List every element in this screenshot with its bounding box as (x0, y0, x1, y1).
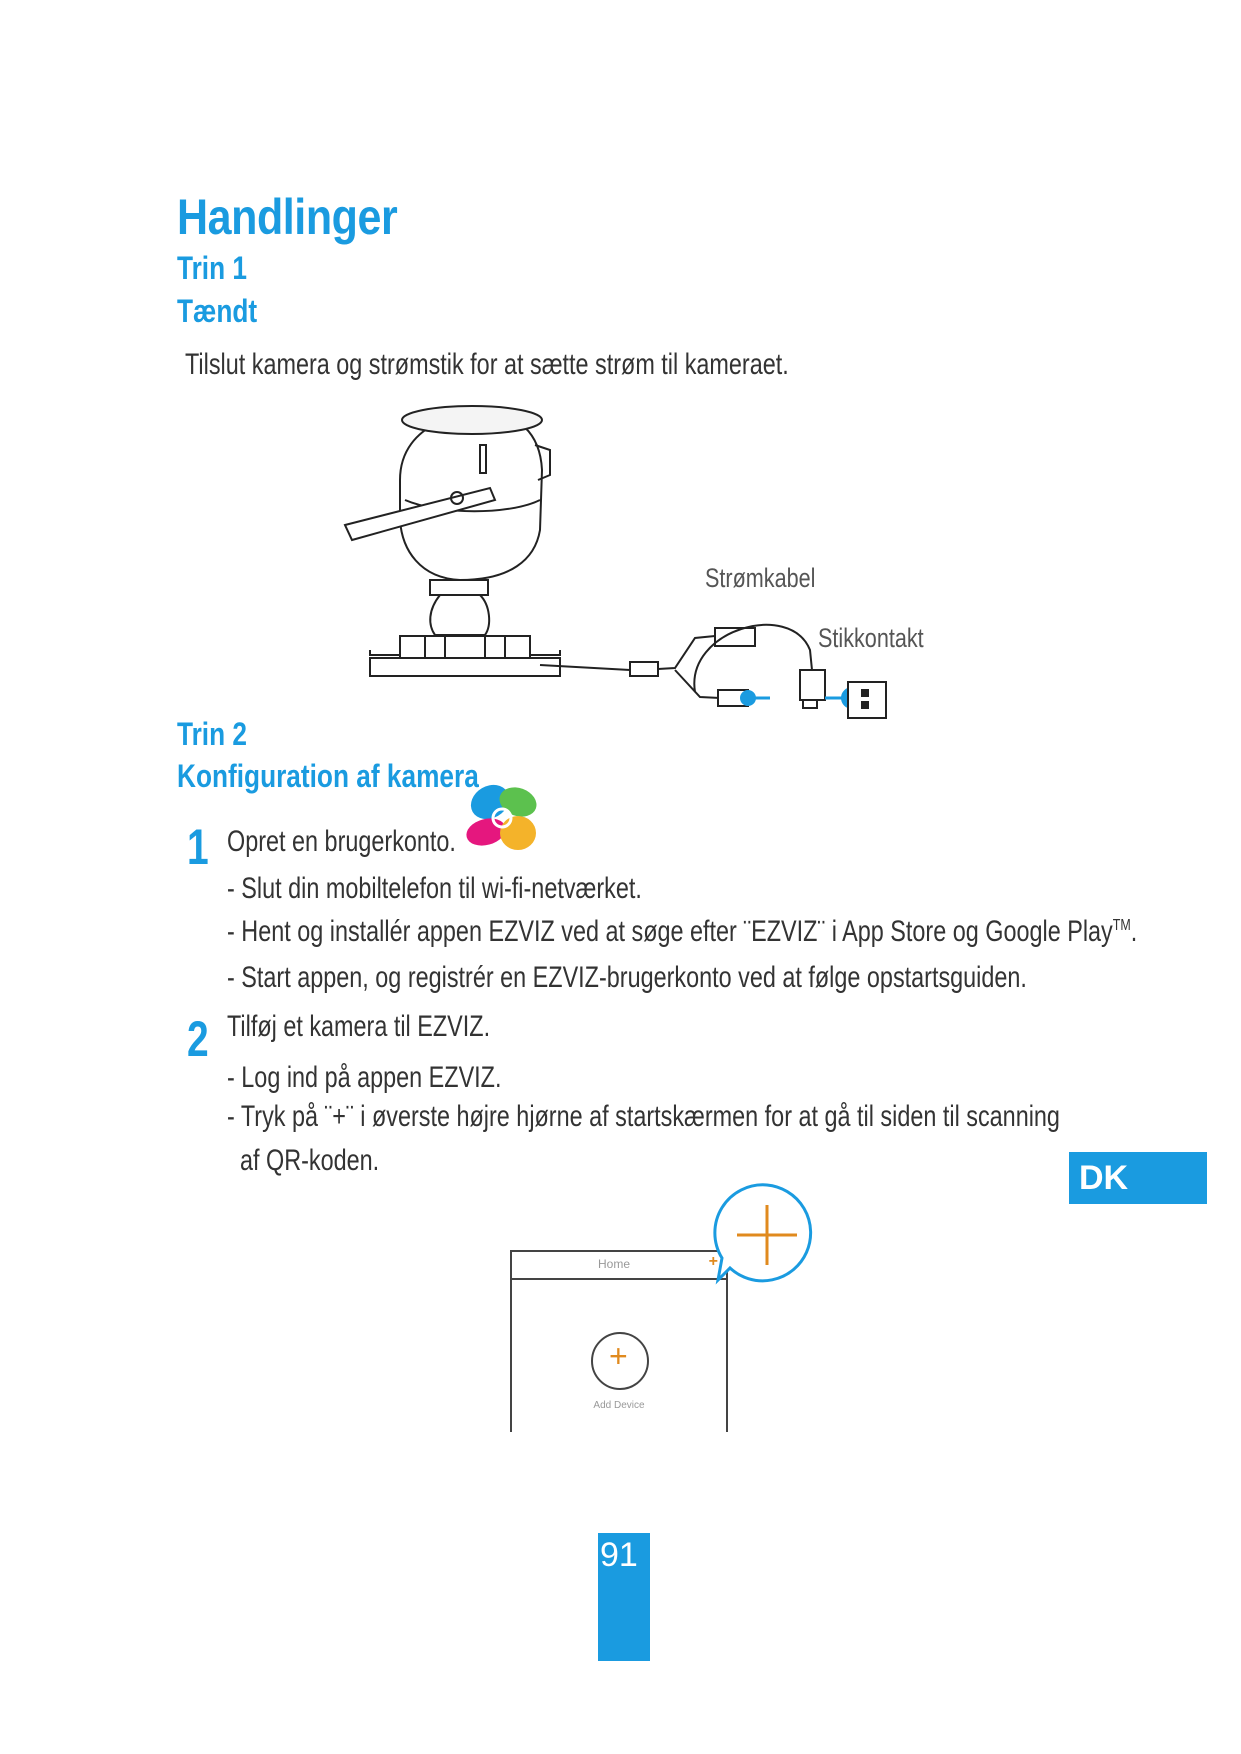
phone-header (512, 1252, 726, 1280)
item1-title: Opret en brugerkonto. (227, 825, 456, 858)
page-number: 91 (600, 1536, 638, 1574)
item1-line1: - Slut din mobiltelefon til wi-fi-netværket. (227, 872, 642, 905)
step2-subtitle: Konfiguration af kamera (177, 758, 479, 794)
step2-title: Trin 2 (177, 716, 247, 752)
item1-line2: - Hent og installér appen EZVIZ ved at søge efter ¨EZVIZ¨ i App Store og Google Play™. (227, 915, 1138, 948)
step1-text: Tilslut kamera og strømstik for at sætte strøm til kameraet. (185, 348, 789, 381)
phone-screen-illustration (510, 1250, 728, 1432)
add-device-plus-icon: + (609, 1338, 628, 1374)
ezviz-logo-icon (462, 778, 542, 858)
trademark-mark: TM (1112, 917, 1131, 934)
step-number-1: 1 (187, 819, 209, 875)
step1-title: Trin 1 (177, 250, 247, 286)
language-tab-label: DK (1079, 1158, 1129, 1197)
item2-line1: - Log ind på appen EZVIZ. (227, 1061, 502, 1094)
step-number-2: 2 (187, 1011, 209, 1067)
add-device-button[interactable] (591, 1332, 649, 1390)
step1-subtitle: Tændt (177, 293, 258, 329)
item2-line2: - Tryk på ¨+¨ i øverste højre hjørne af startskærmen for at gå til siden til scanning (227, 1100, 1060, 1133)
power-cable-label: Strømkabel (705, 563, 816, 593)
add-device-label: Add Device (593, 1400, 645, 1411)
camera-power-illustration (340, 400, 960, 730)
item2-line3: af QR-koden. (240, 1144, 380, 1177)
power-outlet-label: Stikkontakt (818, 623, 924, 653)
phone-add-icon[interactable]: + (708, 1253, 718, 1270)
item1-line3: - Start appen, og registrér en EZVIZ-brugerkonto ved at følge opstartsguiden. (227, 961, 1027, 994)
plus-zoom-callout (712, 1180, 822, 1290)
phone-header-title: Home (598, 1257, 631, 1271)
item2-title: Tilføj et kamera til EZVIZ. (227, 1010, 491, 1043)
page-title: Handlinger (177, 189, 398, 245)
language-tab (1069, 1152, 1207, 1204)
